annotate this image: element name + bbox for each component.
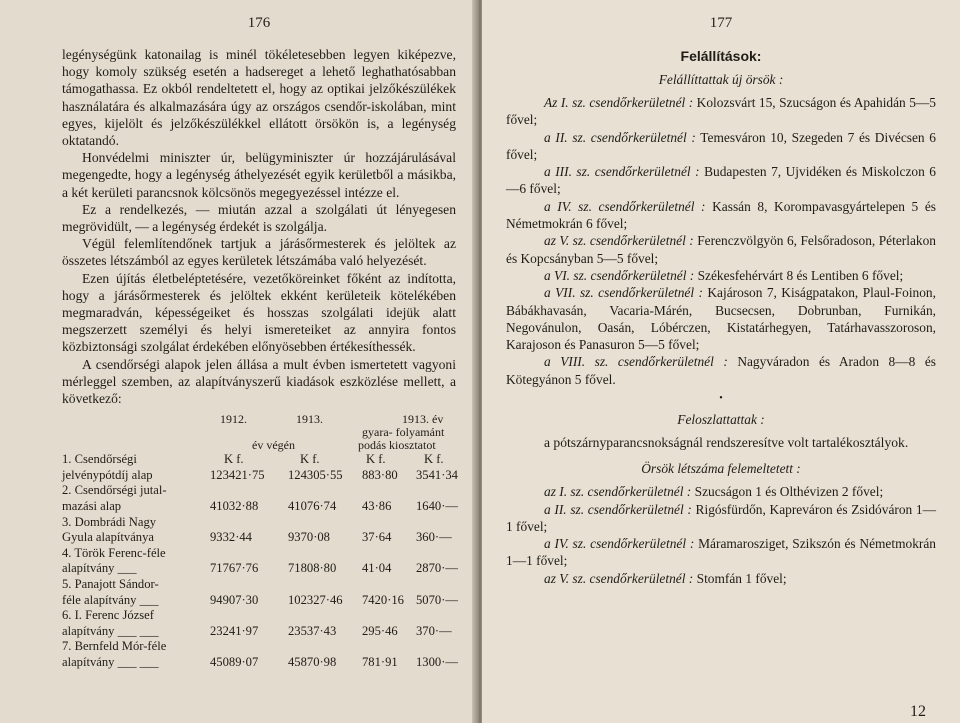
row-label: 4. Török Ferenc-féle xyxy=(62,545,166,560)
paragraph: Honvédelmi miniszter úr, belügyminiszter úr hozzájárulásával megengedte, hogy a legénység áthelyezését egyik kerületből a másikba, a két kerületi parancsnok kölcsönös megegyezéssel intézze el. xyxy=(62,150,456,200)
table-cell: 41·04 xyxy=(362,561,392,576)
station-text: Ferenczvölgyön 6, Felsőradoson, Péterlakon és Kopcsányban 5—5 fővel; xyxy=(506,233,936,266)
row-label: alapítvány ___ ___ xyxy=(62,654,159,669)
row-label: féle alapítvány ___ xyxy=(62,592,159,607)
unit-header: K f. xyxy=(224,452,244,467)
table-row xyxy=(62,468,456,484)
station-text: Kassán 8, Korompavasgyártelepen 5 és Németmokrán 6 fővel; xyxy=(506,198,936,232)
station-text: Székesfehérvárt 8 és Lentiben 6 fővel; xyxy=(697,267,904,283)
table-cell: 102327·46 xyxy=(288,592,343,607)
subsection-title: Felállíttattak új örsök : xyxy=(658,72,784,87)
list-item xyxy=(506,483,936,500)
list-item xyxy=(506,284,936,353)
station-text: Budapesten 7, Ujvidéken és Miskolczon 6—6 fővel; xyxy=(506,164,936,197)
station-text: Stomfán 1 fővel; xyxy=(696,570,787,586)
district-label: a IV. sz. csendőrkerületnél : xyxy=(544,536,695,552)
table-cell: 45870·98 xyxy=(288,654,337,669)
right-page xyxy=(482,0,960,723)
table-row xyxy=(62,546,456,562)
list-item xyxy=(506,232,936,267)
subsection-title: Örsök létszáma felemeltetett : xyxy=(641,461,801,477)
district-label: a VIII. sz. csendőrkerületnél : xyxy=(544,354,728,370)
left-page xyxy=(0,0,478,723)
district-label: a III. sz. csendőrkerületnél : xyxy=(544,164,700,180)
row-label: 5. Panajott Sándor- xyxy=(62,577,159,592)
section-title: Felállítások: xyxy=(680,48,762,64)
table-cell: 41032·88 xyxy=(210,499,259,514)
row-label: jelvénypótdíj alap xyxy=(62,467,153,482)
paragraph: Végül felemlítendőnek tartjuk a járásőrmesterek és jelöltek az összetes létszámból az egyes kerületek létszámába való helyezését. xyxy=(62,236,456,269)
district-label: az I. sz. csendőrkerületnél : xyxy=(544,484,692,500)
table-cell: 43·86 xyxy=(362,499,392,514)
table-cell: 71767·76 xyxy=(210,561,259,576)
list-item xyxy=(506,267,936,284)
table-cell: 41076·74 xyxy=(288,499,337,514)
subsection-title: Feloszlattattak : xyxy=(677,412,765,428)
list-item xyxy=(506,163,936,198)
row-label: Gyula alapítványa xyxy=(62,530,154,545)
station-text: Rigósfürdőn, Kapreváron és Zsidóváron 1—1 fővel; xyxy=(506,501,937,534)
list-item xyxy=(506,198,936,233)
row-label: 7. Bernfeld Mór-féle xyxy=(62,639,167,654)
paragraph: A csendőrségi alapok jelen állása a mult évben ismertetett vagyoni mérleggel szemben, az alapítványszerű kiadások eszközlése mellett, a következő: xyxy=(62,356,456,407)
station-text: Máramarosziget, Szikszón és Németmokrán 1—1 fővel; xyxy=(506,536,936,569)
list-item xyxy=(506,129,936,164)
table-cell: 123421·75 xyxy=(210,467,265,482)
separator-mark: • xyxy=(719,393,723,405)
table-row xyxy=(62,593,456,609)
year-header: 1913. xyxy=(296,412,323,427)
table-cell: 124305·55 xyxy=(288,467,343,482)
table-cell: 94907·30 xyxy=(210,592,259,607)
list-item xyxy=(506,535,936,570)
table-cell: 1640·— xyxy=(416,499,458,514)
sub-header: podás kiosztatot xyxy=(358,438,436,453)
new-stations-list xyxy=(506,94,936,388)
table-cell: 360·— xyxy=(416,530,452,545)
increased-stations-list xyxy=(506,483,936,587)
list-item xyxy=(506,353,936,388)
district-label: a II. sz. csendőrkerületnél : xyxy=(544,129,696,145)
table-body xyxy=(62,468,456,671)
table-units-row xyxy=(62,452,456,468)
table-cell: 9370·08 xyxy=(288,530,330,545)
signature-number: 12 xyxy=(910,703,926,720)
district-label: az V. sz. csendőrkerületnél : xyxy=(544,233,694,249)
district-label: Az I. sz. csendőrkerületnél : xyxy=(544,95,694,110)
row-label: alapítvány ___ xyxy=(62,561,137,576)
row-label: mazási alap xyxy=(62,499,122,514)
unit-header: K f. xyxy=(300,452,320,467)
unit-header: K f. xyxy=(366,452,386,467)
table-cell: 5070·— xyxy=(416,592,458,607)
row-label: 2. Csendőrségi jutal- xyxy=(62,483,167,498)
page-number-left: 176 xyxy=(247,15,271,31)
page-number-right: 177 xyxy=(709,15,733,31)
list-item xyxy=(506,501,936,536)
table-cell: 23537·43 xyxy=(288,623,337,638)
table-subheader-row xyxy=(62,439,456,452)
table-cell: 2870·— xyxy=(416,561,458,576)
district-label: az V. sz. csendőrkerületnél : xyxy=(544,570,694,586)
table-row xyxy=(62,499,456,515)
table-cell: 7420·16 xyxy=(362,592,404,607)
table-row xyxy=(62,530,456,546)
year-header: 1913. év xyxy=(402,412,444,427)
table-cell: 295·46 xyxy=(362,623,398,638)
table-row xyxy=(62,624,456,640)
district-label: a VII. sz. csendőrkerületnél : xyxy=(544,285,703,301)
district-label: a VI. sz. csendőrkerületnél : xyxy=(544,267,695,283)
table-row xyxy=(62,561,456,577)
table-cell: 370·— xyxy=(416,623,452,638)
paragraph: a pótszárnyparancsnokságnál rendszeresítve volt tartalékosztályok. xyxy=(544,435,909,451)
table-row xyxy=(62,608,456,624)
table-cell: 3541·34 xyxy=(416,467,458,482)
list-item xyxy=(506,570,936,587)
table-row xyxy=(62,655,456,671)
table-cell: 1300·— xyxy=(416,654,458,669)
station-text: Szucságon 1 és Olthévizen 2 fővel; xyxy=(694,484,884,500)
table-row xyxy=(62,577,456,593)
sub-header: gyara- folyamánt xyxy=(362,425,445,440)
district-label: a II. sz. csendőrkerületnél : xyxy=(544,501,692,517)
paragraph: Ez a rendelkezés, — miután azzal a szolgálati út lényegesen megrövidült, — a legénység érdekét is szolgálja. xyxy=(62,201,456,235)
funds-table xyxy=(62,413,456,670)
year-header: 1912. xyxy=(220,412,247,427)
station-text: Nagyváradon és Aradon 8—8 és Kötegyánon 5 fővel. xyxy=(506,354,936,387)
table-cell: 23241·97 xyxy=(210,623,259,638)
list-item xyxy=(506,94,936,129)
station-text: Kolozsvárt 15, Szucságon és Apahidán 5—5 fővel; xyxy=(506,95,936,128)
table-cell: 883·80 xyxy=(362,467,398,482)
unit-header: K f. xyxy=(424,452,444,467)
station-text: Kajároson 7, Kiságpatakon, Plaul-Foinon, Bábákhavasán, Vacaria-Márén, Bucsecsen, Dobrunban, Furnikán, Negovánulon, Oasán, Lóbérczen, Kistatárhegyen, Tatárhavasszoroson, Karajoson és Panasuron 5—5 fővel; xyxy=(506,285,936,353)
paragraph: Ezen újítás életbeléptetésére, vezetőköreinket főként az indította, hogy a járásőrmesterek és jelöltek ekként kerületeik kötelékében megmaradván, képességeiket és hosszas szolgálati idejük alatt megszerzett személyi és helyi ismereteiket az annyira fontos közbiztonsági szolgálat érdekében előnyösebben értékesíthessék. xyxy=(62,270,456,355)
row-label: alapítvány ___ ___ xyxy=(62,623,159,638)
district-label: a IV. sz. csendőrkerületnél : xyxy=(544,198,706,214)
row-label: 6. I. Ferenc József xyxy=(62,608,154,623)
table-row xyxy=(62,483,456,499)
sub-header: év végén xyxy=(252,438,295,453)
table-cell: 45089·07 xyxy=(210,654,259,669)
station-text: Temesváron 10, Szegeden 7 és Divécsen 6 fővel; xyxy=(506,129,937,162)
table-row xyxy=(62,639,456,655)
table-row xyxy=(62,515,456,531)
table-cell: 71808·80 xyxy=(288,561,337,576)
row-label: 3. Dombrádi Nagy xyxy=(62,514,157,529)
table-cell: 781·91 xyxy=(362,654,398,669)
table-cell: 9332·44 xyxy=(210,530,252,545)
paragraph: legénységünk katonailag is minél tökéletesebben legyen kiképezve, hogy komoly szükség esetén a hadsereget a lehető leghathatósabban támogathassa. Ez okból rendeltetett el, hogy az optikai jelzőkészülékek használatára és alkalmazására úgy az országos csendőr-iskolában, mint egyes, kijelölt és jelzőkészülékkel ellátott örsökön is, a legénység oktatandó. xyxy=(62,47,456,149)
row-label: 1. Csendőrségi xyxy=(62,452,137,467)
table-cell: 37·64 xyxy=(362,530,392,545)
